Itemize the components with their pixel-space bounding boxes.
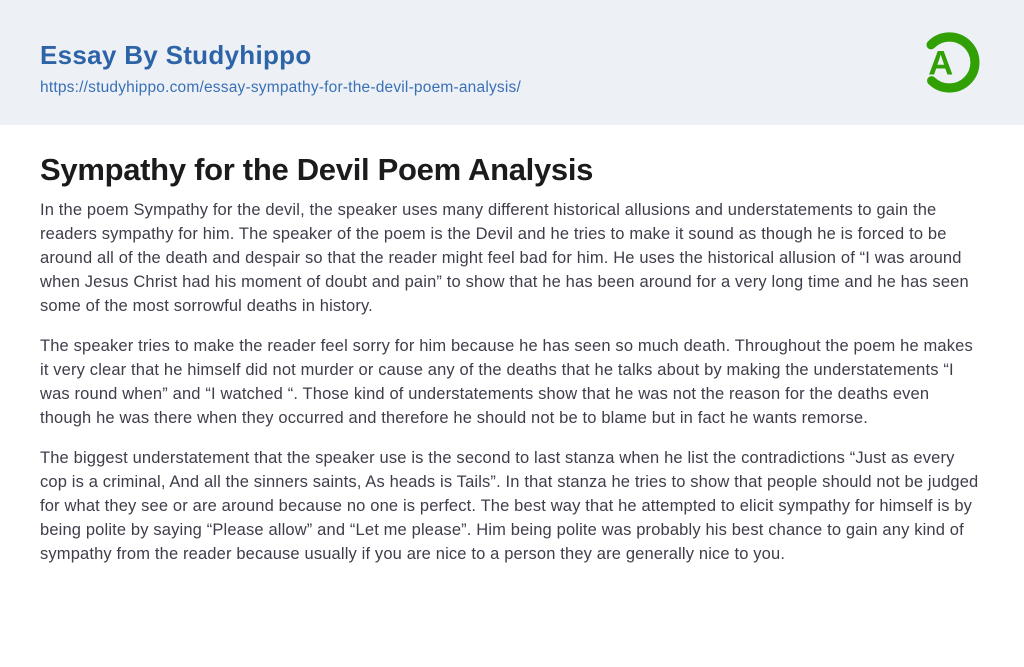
logo-letter: A <box>928 44 954 83</box>
essay-paragraph-3: The biggest understatement that the speaker use is the second to last stanza when he list the contradictions “Just as every cop is a criminal, And all the sinners saints, As heads is Tails”. In that stanza he tries to show that people should not be judged for what they see or are around because no one is perfect. The best way that he attempted to elicit sympathy for himself is by being polite by saying “Please allow” and “Let me please”. Him being polite was probably his best chance to gain any kind of sympathy from the reader because usually if you are nice to a person they are generally nice to you. <box>40 449 979 563</box>
essay-paragraph-1: In the poem Sympathy for the devil, the speaker uses many different historical allusions and understatements to gain the readers sympathy for him. The speaker of the poem is the Devil and he tries to make it sound as though he is forced to be around all of the death and despair so that the reader might feel bad for him. He uses the historical allusion of “I was around when Jesus Christ had his moment of doubt and pain” to show that he has been around for a very long time and he has seen some of the most sorrowful deaths in history. <box>40 201 969 315</box>
essay-body <box>40 198 984 566</box>
essay-title: Sympathy for the Devil Poem Analysis <box>40 152 594 187</box>
header-text-block <box>40 40 521 97</box>
header <box>0 0 1024 125</box>
essay-paragraph-2: The speaker tries to make the reader feel sorry for him because he has seen so much death. Throughout the poem he makes it very clear that he himself did not murder or cause any of the deaths that he talks about by making the understatements “I was round when” and “I watched “. Those kind of understatements show that he was not the reason for the deaths even though he was there when they occurred and therefore he should not be to blame but in fact he wants remorse. <box>40 337 973 427</box>
essay-content <box>0 151 1024 566</box>
essay-url-link[interactable]: https://studyhippo.com/essay-sympathy-for-the-devil-poem-analysis/ <box>40 79 521 96</box>
site-label: Essay By Studyhippo <box>40 40 312 70</box>
studyhippo-logo-icon <box>909 24 986 101</box>
